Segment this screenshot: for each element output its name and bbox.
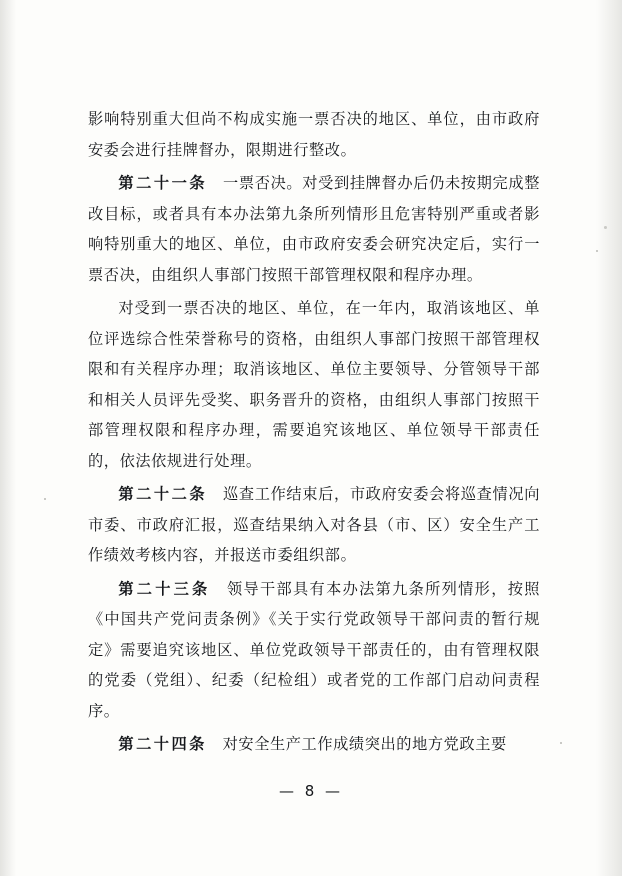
scan-speck	[604, 226, 607, 229]
paragraph-article-21	[88, 168, 540, 290]
paragraph-text: 领导干部具有本办法第九条所列情形，按照《中国共产党问责条例》《关于实行党政领导干部问责的暂行规定》需要追究该地区、单位党政领导干部责任的，由有管理权限的党委（党组）、纪委（纪检组）或者党的工作部门启动问责程序。	[88, 579, 541, 720]
clause-heading-24: 第二十四条	[118, 735, 207, 753]
paragraph-article-22	[88, 479, 540, 571]
paragraph-text: 一票否决。对受到挂牌督办后仍未按期完成整改目标，或者具有本办法第九条所列情形且危害特别严重或者影响特别重大的地区、单位，由市政府安委会研究决定后，实行一票否决，由组织人事部门按照干部管理权限和程序办理。	[88, 174, 540, 284]
scan-speck	[596, 250, 598, 252]
clause-heading-22: 第二十二条	[118, 485, 208, 503]
paragraph-article-21-second	[88, 293, 540, 476]
scan-speck	[560, 742, 562, 744]
page-number: — 8 —	[278, 782, 344, 800]
paragraph-text: 对受到一票否决的地区、单位，在一年内，取消该地区、单位评选综合性荣誉称号的资格，由组织人事部门按照干部管理权限和有关程序办理；取消该地区、单位主要领导、分管领导干部和相关人员评先受奖、职务晋升的资格，由组织人事部门按照干部管理权限和程序办理，需要追究该地区、单位领导干部责任的，依法依规进行处理。	[88, 299, 540, 470]
paragraph-article-23	[88, 574, 540, 727]
document-body	[88, 104, 540, 763]
paragraph-continuation	[88, 104, 540, 165]
paragraph-text: 影响特别重大但尚不构成实施一票否决的地区、单位，由市政府安委会进行挂牌督办，限期进行整改。	[88, 110, 540, 159]
paragraph-text: 对安全生产工作成绩突出的地方党政主要	[206, 735, 507, 753]
paragraph-article-24	[88, 729, 540, 760]
clause-heading-23: 第二十三条	[118, 579, 211, 598]
scan-speck	[44, 498, 46, 500]
clause-heading-21: 第二十一条	[118, 174, 208, 192]
paragraph-text: 巡查工作结束后，市政府安委会将巡查情况向市委、市政府汇报，巡查结果纳入对各县（市、区）安全生产工作绩效考核内容，并报送市委组织部。	[88, 485, 540, 564]
